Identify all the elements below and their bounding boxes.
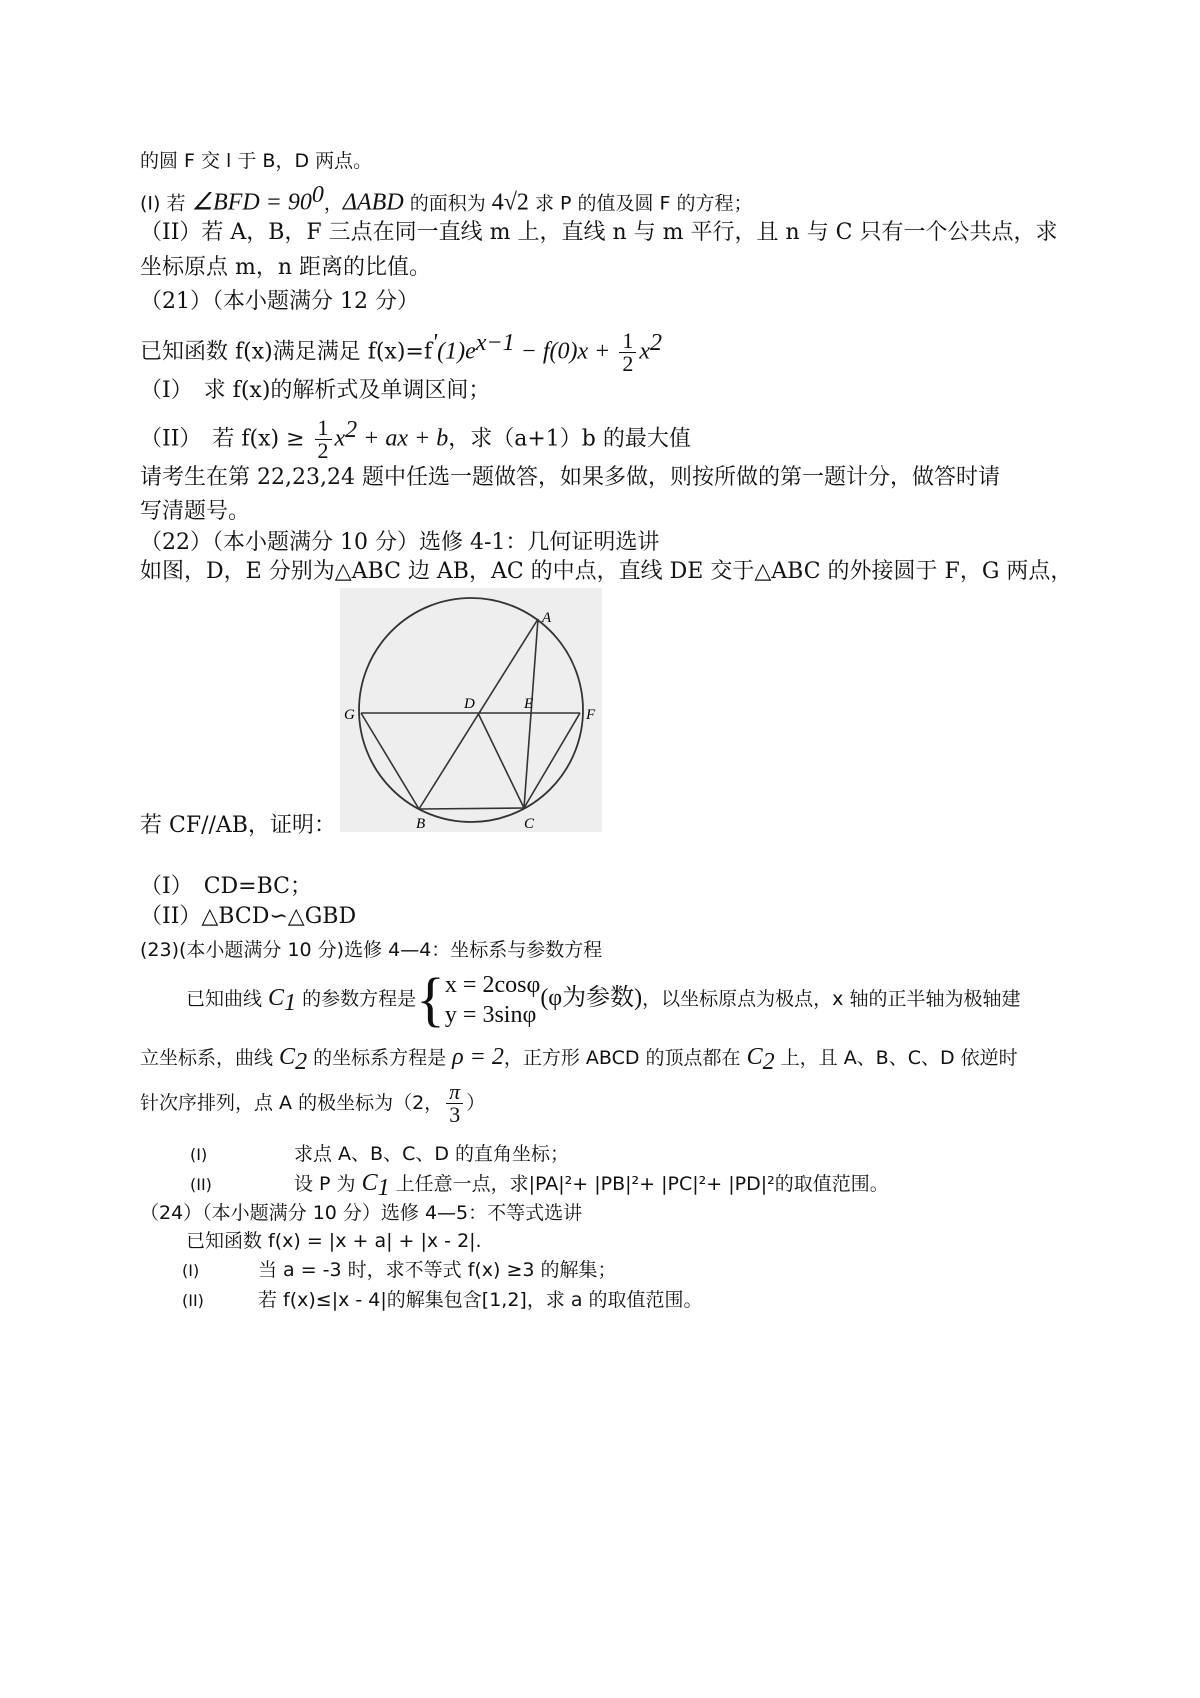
item-marker: (I) (190, 1145, 208, 1164)
math-fraction (619, 327, 636, 376)
text: 请考生在第 22,23,24 题中任选一题做答，如果多做，则按所做的第一题计分，做答时请 (140, 465, 1000, 490)
text-line-25 (182, 1285, 703, 1316)
label-G: G (344, 707, 355, 723)
label-E: E (524, 696, 534, 712)
text: （II） 若 f(x) ≥ (140, 426, 312, 452)
text-line-2 (140, 180, 753, 218)
math-superscript: 2 (650, 330, 662, 356)
math-superscript: x−1 (475, 330, 515, 356)
text: ） (466, 1092, 486, 1114)
item-marker: (II) (182, 1291, 204, 1310)
text: 的面积为 (403, 192, 492, 215)
segment-GB (361, 713, 419, 809)
system-equation-2: y = 3sinφ (444, 1001, 537, 1028)
text-line-24 (182, 1255, 617, 1286)
question-heading: （24）（本小题满分 10 分）选修 4—5：不等式选讲 (140, 1202, 583, 1224)
text-line-10 (140, 497, 250, 527)
math-triangle: ΔABD (342, 189, 404, 216)
text: 当 a = -3 时，求不等式 f(x) ≥3 的解集； (258, 1259, 617, 1281)
text-line-4 (140, 253, 431, 283)
text: ，正方形 ABCD 的顶点都在 (503, 1047, 747, 1069)
label-C: C (524, 816, 535, 832)
text: 已知曲线 (186, 988, 269, 1010)
math-fraction (446, 1081, 463, 1126)
text-line-13 (140, 811, 336, 841)
text-line-7 (140, 376, 490, 406)
text: 写清题号。 (140, 499, 251, 524)
text: ， (323, 192, 343, 215)
text: 设 P 为 (294, 1173, 362, 1195)
math-variable: C (361, 1170, 378, 1196)
text-line-6 (140, 318, 662, 377)
text-line-19 (140, 1078, 485, 1128)
item-marker: (II) (190, 1175, 212, 1194)
question-heading: (23)(本小题满分 10 分)选修 4—4：坐标系与参数方程 (140, 939, 603, 961)
fraction-numerator: π (446, 1081, 463, 1104)
text: 的参数方程是 (296, 988, 417, 1010)
math-prime: ' (432, 330, 438, 356)
text-line-20 (190, 1139, 569, 1170)
text: 的圆 F 交 l 于 B，D 两点。 (140, 150, 373, 172)
text: 若 CF//AB，证明： (140, 813, 336, 838)
text: (I) 若 (140, 192, 192, 215)
fraction-denominator: 2 (622, 350, 634, 376)
text: 的坐标系方程是 (307, 1047, 453, 1069)
math-subscript: 2 (295, 1048, 308, 1075)
text: 已知函数 f(x) = |x + a| + |x - 2|. (186, 1230, 482, 1252)
text: 已知函数 f(x)满足满足 f(x)=f (140, 339, 432, 365)
item-marker: (I) (182, 1261, 200, 1280)
fraction-numerator: 1 (619, 330, 636, 353)
label-D: D (464, 696, 475, 712)
math-system (445, 970, 540, 1030)
text: 若 f(x)≤|x - 4|的解集包含[1,2]，求 a 的取值范围。 (258, 1289, 703, 1311)
text-line-23 (186, 1226, 482, 1256)
text-line-1 (140, 146, 372, 176)
math-value: 4√2 (491, 189, 529, 216)
math-variable: C (746, 1044, 763, 1070)
math-superscript: 0 (311, 182, 324, 208)
math-variable: x (639, 338, 650, 365)
text: 上任意一点，求|PA|²+ |PB|²+ |PC|²+ |PD|²的取值范围。 (389, 1173, 889, 1195)
text-line-18 (140, 1042, 1018, 1077)
question-heading: （21）（本小题满分 12 分） (140, 289, 419, 314)
text: 针次序排列，点 A 的极坐标为（2， (140, 1092, 444, 1114)
text-line-12 (140, 557, 1072, 587)
math-fraction (315, 414, 332, 463)
fraction-denominator: 2 (317, 437, 329, 463)
math-variable: C (268, 985, 285, 1011)
text-line-16 (140, 935, 602, 965)
math-expression: − f(0)x + (514, 338, 617, 365)
label-F: F (586, 707, 596, 723)
circle-diagram (340, 588, 602, 832)
label-B: B (416, 816, 426, 832)
text-line-8 (140, 405, 691, 464)
text: 如图，D，E 分别为△ABC 边 AB，AC 的中点，直线 DE 交于△ABC 的外接圆于 F，G 两点， (140, 559, 1073, 584)
math-angle: ∠BFD = 90 (191, 189, 312, 216)
text: 上，且 A、B、C、D 依逆时 (774, 1047, 1018, 1069)
math-brace: { (416, 966, 445, 1033)
math-subscript: 2 (762, 1048, 775, 1075)
math-variable: x (334, 425, 346, 452)
math-expression: + ax + b (357, 425, 449, 452)
text: ，以坐标原点为极点，x 轴的正半轴为极轴建 (642, 988, 1021, 1010)
math-note: (φ为参数) (540, 985, 643, 1011)
math-subscript: 1 (284, 989, 297, 1016)
math-variable: C (279, 1044, 296, 1070)
text-line-5 (140, 287, 419, 317)
text: 立坐标系，曲线 (140, 1047, 280, 1069)
text-line-3 (140, 218, 1058, 248)
text-line-14 (140, 872, 312, 902)
question-heading: （22）（本小题满分 10 分）选修 4-1：几何证明选讲 (140, 530, 660, 555)
segment-BC (419, 808, 524, 809)
text-line-9 (140, 463, 1000, 493)
text: （II）若 A，B，F 三点在同一直线 m 上，直线 n 与 m 平行，且 n 与 C 只有一个公共点，求 (140, 220, 1058, 245)
geometry-figure (340, 588, 602, 832)
math-expression: ρ = 2 (452, 1044, 504, 1070)
fraction-denominator: 3 (449, 1102, 461, 1127)
text: 坐标原点 m，n 距离的比值。 (140, 255, 432, 280)
text-line-11 (140, 528, 659, 558)
math-subscript: 1 (377, 1174, 390, 1201)
fraction-numerator: 1 (315, 417, 332, 440)
text: ，求（a+1）b 的最大值 (448, 426, 691, 452)
segment-DC (478, 713, 524, 808)
text: （II）△BCD∽△GBD (140, 904, 357, 929)
text: （I） CD=BC； (140, 874, 313, 899)
label-A: A (542, 610, 552, 626)
text-line-22 (140, 1198, 582, 1228)
math-superscript: 2 (345, 417, 358, 443)
text: （I） 求 f(x)的解析式及单调区间； (140, 378, 491, 403)
math-expression: (1)e (437, 338, 476, 365)
text: 求点 A、B、C、D 的直角坐标； (294, 1143, 570, 1165)
text: 求 P 的值及圆 F 的方程； (528, 192, 753, 215)
text-line-15 (140, 902, 356, 932)
text-line-17 (186, 965, 1020, 1036)
system-equation-1: x = 2cosφ (444, 971, 541, 998)
